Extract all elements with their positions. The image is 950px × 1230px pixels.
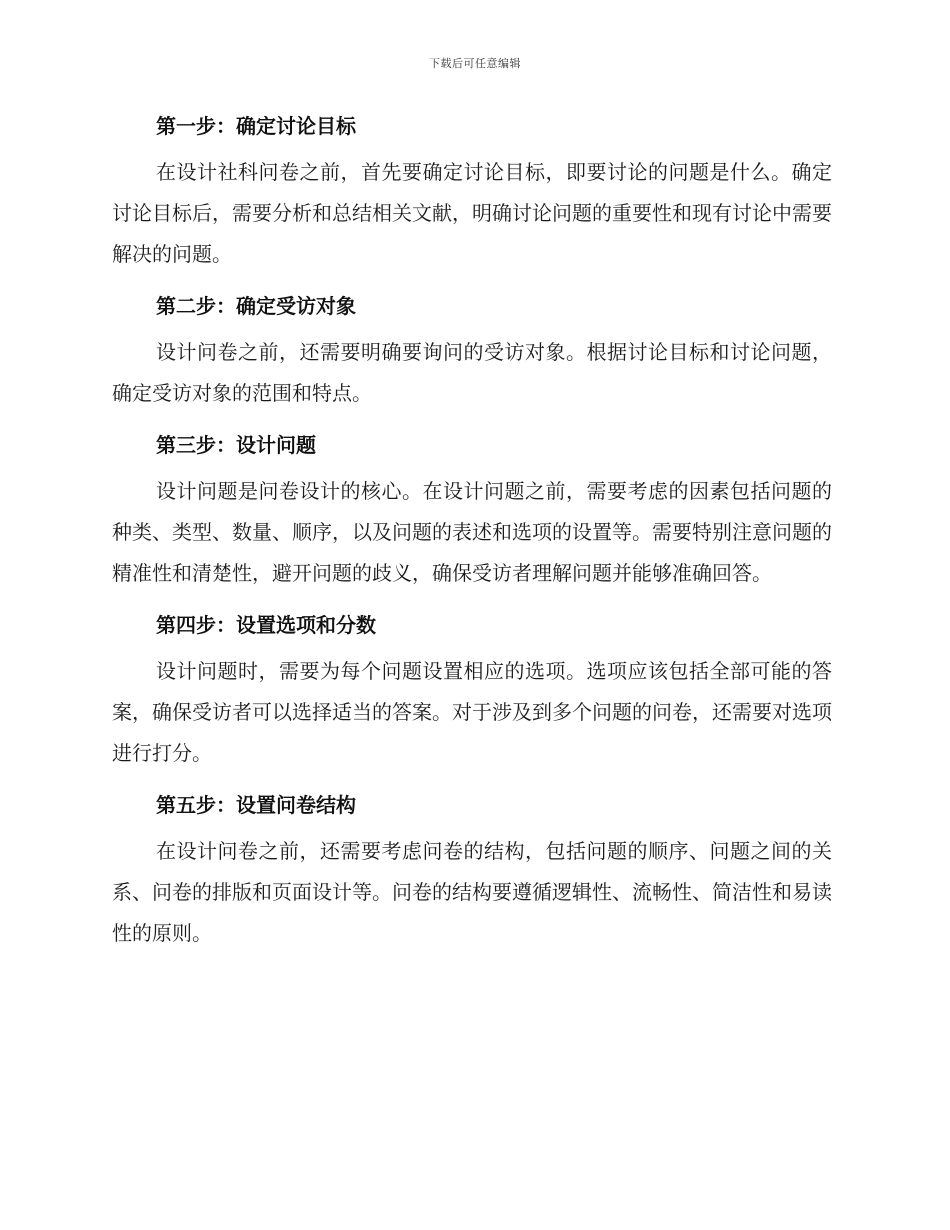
section-paragraph-4: 设计问题时，需要为每个问题设置相应的选项。选项应该包括全部可能的答案，确保受访者可以选择适当的答案。对于涉及到多个问题的问卷，还需要对选项进行打分。 [112, 659, 832, 765]
section-paragraph-3: 设计问题是问卷设计的核心。在设计问题之前，需要考虑的因素包括问题的种类、类型、数量、顺序，以及问题的表述和选项的设置等。需要特别注意问题的精准性和清楚性，避开问题的歧义，确保受访者理解问题并能够准确回答。 [112, 479, 832, 585]
section-heading-1: 第一步：确定讨论目标 [156, 114, 356, 138]
section-paragraph-1: 在设计社科问卷之前，首先要确定讨论目标，即要讨论的问题是什么。确定讨论目标后，需要分析和总结相关文献，明确讨论问题的重要性和现有讨论中需要解决的问题。 [112, 160, 832, 266]
section-heading-3: 第三步：设计问题 [156, 433, 316, 457]
section-heading-4: 第四步：设置选项和分数 [156, 613, 376, 637]
section-paragraph-2: 设计问卷之前，还需要明确要询问的受访对象。根据讨论目标和讨论问题，确定受访对象的范围和特点。 [112, 340, 832, 405]
section-heading-2: 第二步：确定受访对象 [156, 294, 356, 318]
section-heading-5: 第五步：设置问卷结构 [156, 793, 356, 817]
section-paragraph-5: 在设计问卷之前，还需要考虑问卷的结构，包括问题的顺序、问题之间的关系、问卷的排版和页面设计等。问卷的结构要遵循逻辑性、流畅性、简洁性和易读性的原则。 [112, 839, 832, 945]
page-header: 下载后可任意编辑 [429, 57, 521, 70]
document-body [112, 106, 832, 965]
